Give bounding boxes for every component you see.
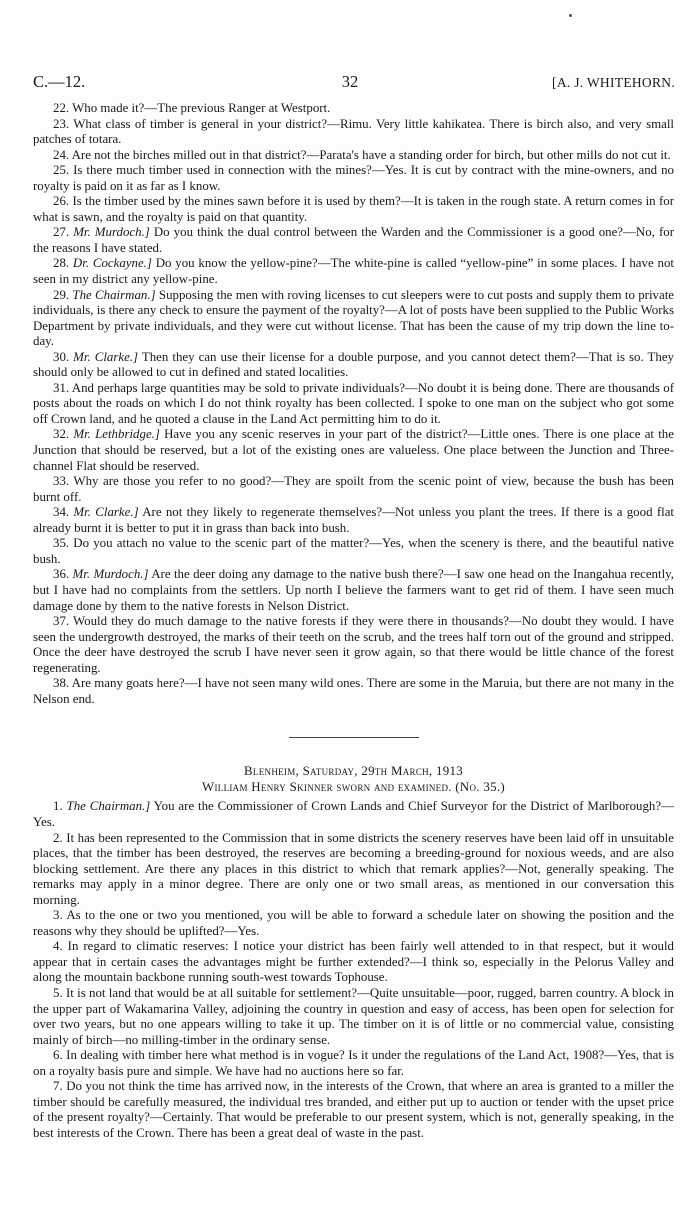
testimony-paragraph bbox=[33, 350, 674, 381]
speaker-attribution: The Chairman.] bbox=[66, 799, 151, 814]
dateline: Blenheim, Saturday, 29th March, 1913 bbox=[244, 764, 463, 779]
paragraph-text: 31. And perhaps large quantities may be sold to private individuals?—No doubt it is being done. There are thousands of posts about the roads on which I do not think royalty has been collected. I spoke to one man on the subject who got some off Crown land, and he quoted a clause in the Land Act permitting him to do it. bbox=[33, 380, 674, 426]
testimony-paragraph bbox=[33, 505, 674, 536]
paragraph-number: 28. bbox=[53, 256, 73, 271]
paragraph-text: Then they can use their license for a double purpose, and you cannot detect them?—That is so. They should only be allowed to cut in defined and stated localities. bbox=[33, 349, 674, 380]
testimony-paragraph bbox=[33, 101, 674, 117]
paragraph-text: Have you any scenic reserves in your part of the district?—Little ones. There is one place at the Junction that should be reserved, but a lot of the existing ones are valueless. One place between the Junction and Three-channel Flat should be reserved. bbox=[33, 427, 674, 473]
paragraph-text: 25. Is there much timber used in connection with the mines?—Yes. It is cut by contract with the mine-owners, and no royalty is paid on it as far as I know. bbox=[33, 163, 674, 193]
page-number: 32 bbox=[341, 72, 359, 91]
testimony-paragraph bbox=[33, 1079, 674, 1141]
paragraph-text: 3. As to the one or two you mentioned, you will be able to forward a schedule later on showing the position and the reasons why they should be uplifted?—Yes. bbox=[33, 908, 674, 938]
paragraph-text: Are the deer doing any damage to the native bush there?—I saw one head on the Inangahua recently, but I have had no complaints from the settlers. Up north I believe the farmers want to get rid of them. I have seen much damage done by them to the native forests in Nelson District. bbox=[33, 567, 674, 613]
testimony-paragraph bbox=[33, 117, 674, 148]
testimony-paragraph bbox=[33, 986, 674, 1048]
testimony-paragraph bbox=[33, 676, 674, 707]
testimony-paragraph bbox=[33, 427, 674, 474]
paragraph-text: 26. Is the timber used by the mines sawn before it is used by them?—It is taken in the rough state. A return comes in for what is sawn, and the royalty is paid on that quantity. bbox=[33, 194, 674, 224]
testimony-paragraph bbox=[33, 536, 674, 567]
speaker-attribution: Mr. Murdoch.] bbox=[73, 225, 150, 240]
paragraph-text: 24. Are not the birches milled out in that district?—Parata's have a standing order for birch, but other mills do not cut it. bbox=[53, 147, 671, 162]
paragraph-text: Do you think the dual control between the Warden and the Commissioner is a good one?—No, for the reasons I have stated. bbox=[33, 225, 674, 255]
speaker-attribution: Mr. Murdoch.] bbox=[72, 567, 149, 582]
testimony-paragraph bbox=[33, 567, 674, 614]
testimony-paragraph bbox=[33, 148, 674, 164]
speaker-attribution: Mr. Clarke.] bbox=[73, 349, 139, 364]
header-witness-name: [A. J. WHITEHORN. bbox=[552, 75, 675, 90]
paragraph-number: 32. bbox=[53, 427, 74, 442]
testimony-section-skinner bbox=[33, 799, 674, 1141]
paragraph-text: Supposing the men with roving licenses to cut sleepers were to cut posts and supply them to private individuals, is there any check to ensure the payment of the royalty?—A lot of posts have been supplied to the Public Works Department by private individuals, and they were cut without license. That has been the cause of my trip down the line to-day. bbox=[33, 287, 674, 349]
testimony-paragraph bbox=[33, 256, 674, 287]
paragraph-text: Are not they likely to regenerate themselves?—Not unless you plant the trees. If there is a good flat already burnt it is better to put it in grass than back into bush. bbox=[33, 505, 674, 535]
speaker-attribution: Dr. Cockayne.] bbox=[72, 256, 152, 271]
paragraph-number: 34. bbox=[53, 505, 74, 520]
testimony-paragraph bbox=[33, 163, 674, 194]
paragraph-text: 35. Do you attach no value to the scenic part of the matter?—Yes, when the scenery is there, and the beautiful native bush. bbox=[33, 536, 674, 566]
paragraph-text: 2. It has been represented to the Commission that in some districts the scenery reserves have been laid off in unsuitable places, that the timber has been destroyed, the reserves are becoming a breeding-ground for noxious weeds, and are also blocking settlement. Are there any places in this district to which that remark applies?—Not, generally speaking. The remarks may apply in a minor degree. There are only one or two small areas, as mentioned in our conversation this morning. bbox=[33, 830, 674, 907]
paragraph-number: 29. bbox=[53, 287, 73, 302]
testimony-paragraph bbox=[33, 799, 674, 830]
speaker-attribution: Mr. Clarke.] bbox=[73, 505, 139, 520]
testimony-paragraph bbox=[33, 194, 674, 225]
paragraph-number: 36. bbox=[53, 567, 73, 582]
paragraph-number: 1. bbox=[53, 799, 67, 814]
testimony-paragraph bbox=[33, 288, 674, 350]
document-body bbox=[33, 101, 674, 1141]
paragraph-text: 4. In regard to climatic reserves: I notice your district has been fairly well attended to in that respect, but it would appear that in certain cases the advantages might be further extended?—I think so, especially in the Pelorus Valley and along the mountain backbone running south-west towards Tophouse. bbox=[33, 939, 674, 985]
testimony-paragraph bbox=[33, 474, 674, 505]
header-series-number: C.—12. bbox=[33, 72, 86, 91]
paragraph-text: 6. In dealing with timber here what method is in vogue? Is it under the regulations of the Land Act, 1908?—Yes, that is on a royalty basis pure and simple. We have had no auctions here so far. bbox=[33, 1048, 674, 1078]
paragraph-text: 5. It is not land that would be at all suitable for settlement?—Quite unsuitable—poor, rugged, barren country. A block in the upper part of Wakamarina Valley, adjoining the country in question and easy of access, has been open for selection for over two years, but no one appears willing to take it up. The timber on it is of little or no commercial value, consisting mainly of birch—no milling-timber in the ordinary sense. bbox=[33, 985, 674, 1047]
testimony-paragraph bbox=[33, 225, 674, 256]
witness-line: William Henry Skinner sworn and examined. (No. 35.) bbox=[202, 779, 505, 794]
paragraph-text: 37. Would they do much damage to the native forests if they were there in thousands?—No doubt they would. I have seen the undergrowth destroyed, the marks of their teeth on the scrub, and the trees half torn out of the ground and stripped. Once the deer have destroyed the scrub I have never seen it grow again, so that there would be little chance of the forest regenerating. bbox=[33, 614, 674, 675]
paragraph-text: 22. Who made it?—The previous Ranger at Westport. bbox=[53, 101, 331, 115]
testimony-paragraph bbox=[33, 939, 674, 986]
paragraph-text: 38. Are many goats here?—I have not seen many wild ones. There are some in the Maruia, but there are not many in the Nelson end. bbox=[33, 676, 674, 706]
margin-mark bbox=[569, 14, 572, 17]
paragraph-text: Do you know the yellow-pine?—The white-pine is called “yellow-pine” in some places. I have not seen in my district any yellow-pine. bbox=[33, 256, 674, 287]
section-divider bbox=[289, 737, 419, 738]
paragraph-text: 7. Do you not think the time has arrived now, in the interests of the Crown, that where an area is granted to a miller the timber should be carefully measured, the individual tres branded, and either put up to auction or tender with the upset price of the present royalty?—Certainly. That would be preferable to our present system, which is not, generally speaking, in the best interests of the Crown. There has been a great deal of waste in the past. bbox=[33, 1079, 674, 1140]
paragraph-text: 33. Why are those you refer to no good?—They are spoilt from the scenic point of view, because the bush has been burnt off. bbox=[33, 474, 674, 504]
testimony-section-whitehorn bbox=[33, 101, 674, 707]
witness-heading bbox=[33, 780, 674, 796]
testimony-paragraph bbox=[33, 381, 674, 428]
paragraph-text: 23. What class of timber is general in your district?—Rimu. Very little kahikatea. There is birch also, and very small patches of totara. bbox=[33, 116, 674, 147]
testimony-paragraph bbox=[33, 614, 674, 676]
testimony-paragraph bbox=[33, 831, 674, 909]
testimony-paragraph bbox=[33, 908, 674, 939]
speaker-attribution: Mr. Lethbridge.] bbox=[73, 427, 160, 442]
testimony-paragraph bbox=[33, 1048, 674, 1079]
paragraph-number: 30. bbox=[53, 349, 74, 364]
paragraph-number: 27. bbox=[53, 225, 74, 240]
paragraph-text: You are the Commissioner of Crown Lands and Chief Surveyor for the District of Marlborough?—Yes. bbox=[33, 799, 674, 829]
speaker-attribution: The Chairman.] bbox=[72, 287, 156, 302]
